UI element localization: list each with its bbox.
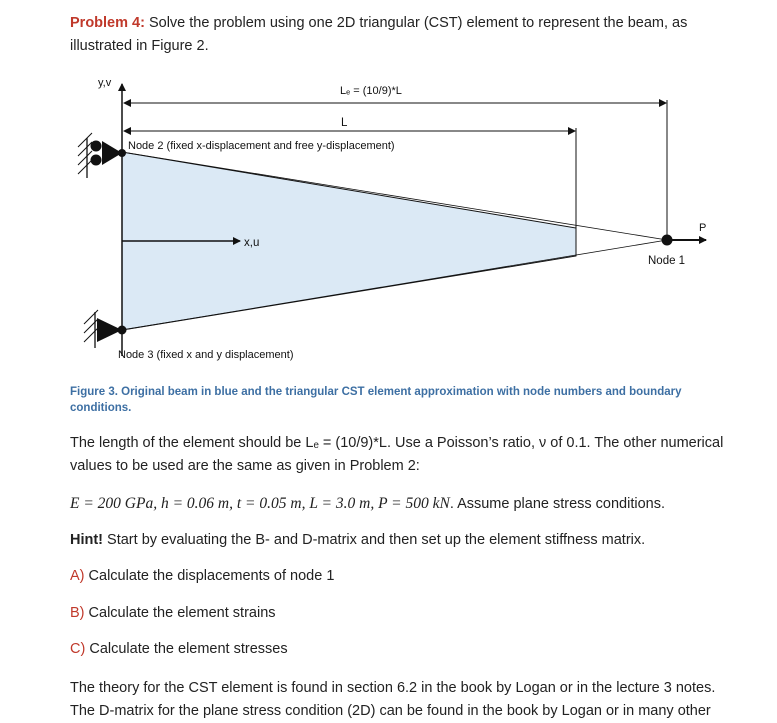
hint-line <box>70 529 750 552</box>
task-b-text: Calculate the element strains <box>84 605 276 621</box>
task-b-label: B) <box>70 605 85 621</box>
task-b <box>70 602 750 625</box>
node3-label: Node 3 (fixed x and y displacement) <box>118 349 294 361</box>
node1-label: Node 1 <box>648 255 686 267</box>
task-a-label: A) <box>70 568 85 584</box>
node3-point <box>118 326 127 335</box>
node2-support <box>78 133 122 178</box>
parameters-tail: . Assume plane stress conditions. <box>449 496 666 512</box>
task-a-text: Calculate the displacements of node 1 <box>84 568 335 584</box>
theory-paragraph <box>70 677 750 723</box>
theory-line1: The theory for the CST element is found in section 6.2 in the book by Logan or in the lecture 3 notes. <box>70 680 716 696</box>
length-line1: The length of the element should be Lₑ = (10/9)*L. Use a Poisson’s ratio, ν of 0.1. The other numerical <box>70 435 724 451</box>
node3-support <box>84 310 122 348</box>
l-dimension-label: L <box>341 117 348 129</box>
load-label: P <box>699 222 707 234</box>
caption-line1: Figure 3. Original beam in blue and the triangular CST element approximation with node numbers and boundary <box>70 386 682 398</box>
x-axis-label: x,u <box>244 237 260 249</box>
le-dimension-label: Lₑ = (10/9)*L <box>340 85 402 97</box>
problem-statement-line2: illustrated in Figure 2. <box>70 38 209 54</box>
problem-statement-line1: Solve the problem using one 2D triangular (CST) element to represent the beam, as <box>148 15 688 31</box>
theory-line2: The D-matrix for the plane stress condition (2D) can be found in the book by Logan or in many other <box>70 703 711 719</box>
caption-line2: conditions. <box>70 402 132 414</box>
task-c-label: C) <box>70 641 86 657</box>
parameters-line <box>70 492 750 516</box>
task-c <box>70 638 750 661</box>
hint-text: Start by evaluating the B- and D-matrix and then set up the element stiffness matrix. <box>103 532 646 548</box>
node2-point <box>118 149 126 157</box>
node2-label: Node 2 (fixed x-displacement and free y-displacement) <box>128 140 395 152</box>
length-line2: values to be used are the same as given in Problem 2: <box>70 458 420 474</box>
parameters-math: E = 200 GPa, h = 0.06 m, t = 0.05 m, L = 3.0 m, P = 500 kN <box>70 495 450 512</box>
hint-label: Hint! <box>70 532 104 548</box>
figure-caption <box>70 384 740 416</box>
problem-label: Problem 4: <box>70 15 145 31</box>
y-axis-label: y,v <box>98 77 112 89</box>
task-c-text: Calculate the element stresses <box>85 641 288 657</box>
length-paragraph <box>70 432 750 478</box>
task-a <box>70 565 750 588</box>
